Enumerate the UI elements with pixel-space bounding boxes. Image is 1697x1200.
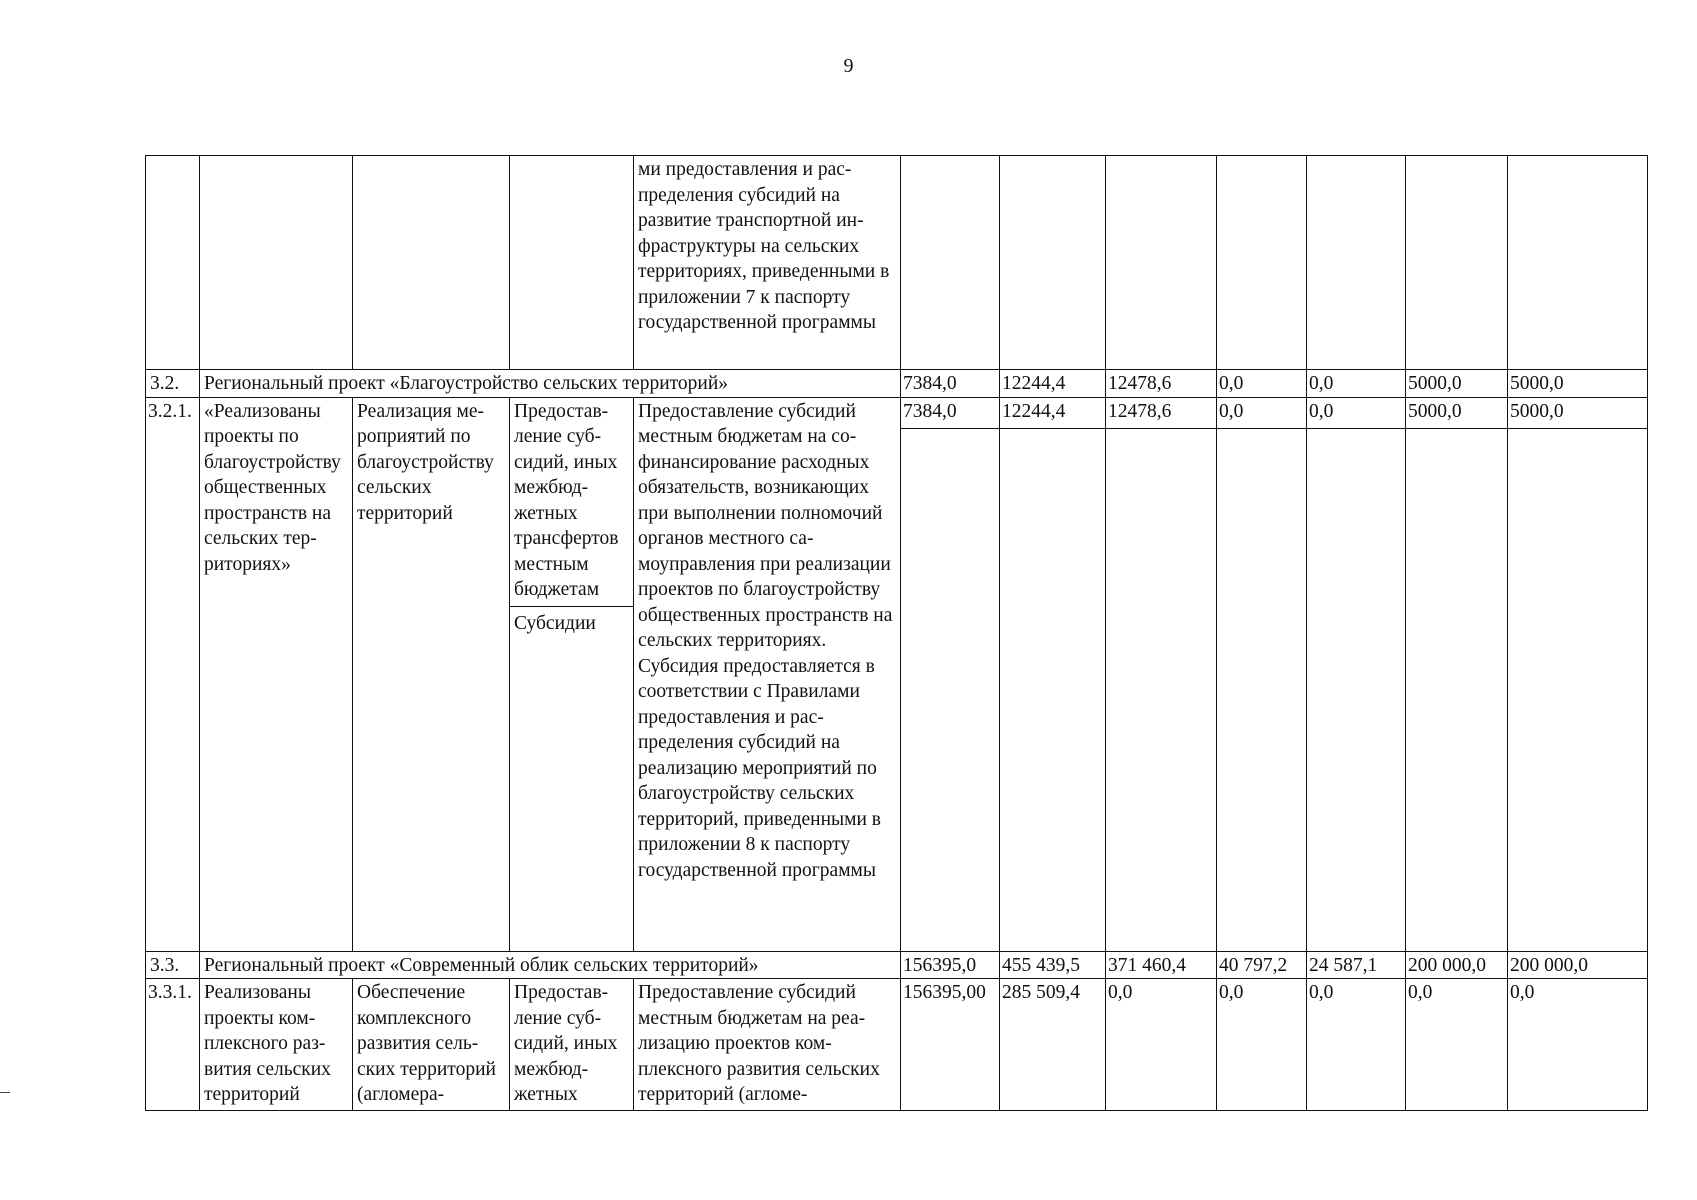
value-cell: 0,0 (1217, 370, 1307, 398)
value-cell: 5000,0 (1508, 397, 1648, 951)
value-cell: 24 587,1 (1307, 951, 1406, 979)
type-cell: Предоставление субсидий, иных межбюджетных (510, 979, 634, 1111)
value-cell: 0,0 (1307, 979, 1406, 1111)
cell-description: ми предоставления и распределения субсидий на развитие транспортной инфраструктуры на сельских территориях, приведенными в приложении 7 к паспорту государственной программы (634, 156, 901, 370)
table-row-3-2-1 (146, 397, 1648, 951)
event-cell: Обеспечение комплексного развития сельских территорий (агломера- (353, 979, 510, 1111)
value-cell: 40 797,2 (1217, 951, 1307, 979)
description-cell: Предоставление субсидий местным бюджетам на реализацию проектов комплексного развития сельских территорий (агломе- (634, 979, 901, 1111)
value-cell: 200 000,0 (1406, 951, 1508, 979)
cell-value (1106, 156, 1217, 370)
type-text-subsidies: Субсидии (510, 606, 633, 637)
value-cell: 371 460,4 (1106, 951, 1217, 979)
type-cell (510, 397, 634, 951)
cell-value (1508, 156, 1648, 370)
table-row-3-3 (146, 951, 1648, 979)
project-title: Региональный проект «Современный облик сельских территорий» (200, 951, 901, 979)
value-cell: 12478,6 (1106, 370, 1217, 398)
value-cell: 7384,0 (901, 370, 1000, 398)
cell-value (1307, 156, 1406, 370)
page-number: 9 (843, 55, 854, 77)
value-cell: 0,0 (1106, 979, 1217, 1111)
value-cell: 200 000,0 (1508, 951, 1648, 979)
description-cell: Предоставление субсидий местным бюджетам на софинансирование расходных обязательств, возникающих при выполнении полномочий органов местного самоуправления при реализации проектов по благоустройству общественных пространств на сельских территориях. Субсидия предоставляется в соответствии с Правилами предоставления и распределения субсидий на реализацию мероприятий по благоустройству сельских территорий, приведенными в приложении 8 к паспорту государственной программы (634, 397, 901, 951)
value-cell: 0,0 (1508, 979, 1648, 1111)
cell-event (353, 156, 510, 370)
cell-type (510, 156, 634, 370)
value-cell: 5000,0 (1508, 370, 1648, 398)
value-cell: 0,0 (1406, 979, 1508, 1111)
row-number: 3.3.1. (146, 979, 200, 1111)
project-title: Региональный проект «Благоустройство сельских территорий» (200, 370, 901, 398)
result-cell: Реализованы проекты комплексного развития сельских территорий (200, 979, 353, 1111)
value-cell: 455 439,5 (1000, 951, 1106, 979)
value-cell: 0,0 (1217, 979, 1307, 1111)
value-cell: 156395,00 (901, 979, 1000, 1111)
value-cell: 156395,0 (901, 951, 1000, 979)
cell-value (1217, 156, 1307, 370)
event-cell: Реализация мероприятий по благоустройству сельских территорий (353, 397, 510, 951)
value-cell: 0,0 (1217, 397, 1307, 951)
cell-value (1000, 156, 1106, 370)
value-cell: 0,0 (1307, 370, 1406, 398)
value-cell: 285 509,4 (1000, 979, 1106, 1111)
result-cell: «Реализованы проекты по благоустройству общественных пространств на сельских территориях» (200, 397, 353, 951)
program-table (145, 155, 1648, 1111)
cell-num (146, 156, 200, 370)
value-cell: 7384,0 (901, 397, 1000, 951)
value-cell: 12478,6 (1106, 397, 1217, 951)
value-cell: 12244,4 (1000, 370, 1106, 398)
table-row-continuation (146, 156, 1648, 370)
value-cell: 5000,0 (1406, 397, 1508, 951)
row-number: 3.2.1. (146, 397, 200, 951)
cell-value (1406, 156, 1508, 370)
cell-result (200, 156, 353, 370)
value-cell: 12244,4 (1000, 397, 1106, 951)
value-cell: 5000,0 (1406, 370, 1508, 398)
table-row-3-2 (146, 370, 1648, 398)
margin-mark (0, 1092, 10, 1093)
table-row-3-3-1 (146, 979, 1648, 1111)
type-text: Предоставление субсидий, иных межбюджетных трансфертов местным бюджетам (514, 400, 619, 600)
row-number: 3.3. (146, 951, 200, 979)
cell-value (901, 156, 1000, 370)
row-number: 3.2. (146, 370, 200, 398)
value-cell: 0,0 (1307, 397, 1406, 951)
